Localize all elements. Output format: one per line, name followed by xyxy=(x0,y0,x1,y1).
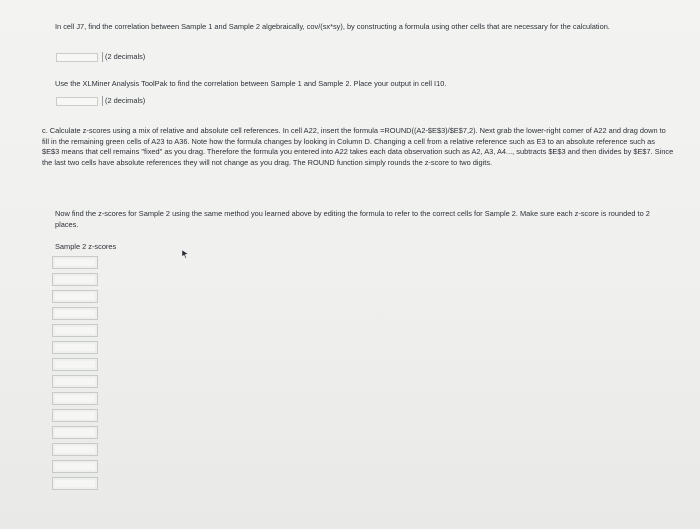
zscore-input[interactable] xyxy=(52,409,98,422)
answer-row-correlation-toolpak xyxy=(56,96,145,106)
zscore-input[interactable] xyxy=(52,273,98,286)
decimals-note: (2 decimals) xyxy=(102,96,145,106)
zscore-input[interactable] xyxy=(52,426,98,439)
sample2-zscores-label: Sample 2 z-scores xyxy=(55,242,117,251)
instruction-correlation-toolpak: Use the XLMiner Analysis ToolPak to find the correlation between Sample 1 and Sample 2. Place your output in cell I10. xyxy=(55,79,447,88)
zscore-input[interactable] xyxy=(52,392,98,405)
correlation-toolpak-input[interactable] xyxy=(56,97,98,106)
zscore-input[interactable] xyxy=(52,324,98,337)
sample2-zscore-cells xyxy=(52,256,98,490)
part-c-instructions: c. Calculate z-scores using a mix of relative and absolute cell references. In cell A22, insert the formula =ROUND((A2-$E$3)/$E$7,2). Next grab the lower-right corner of A22 and drag down to fill in the remaining green cells of A23 to A36. Note how the formula changes by looking in Column D. Changing a cell from a relative reference such as E3 to an absolute reference such as $E$3 means that cell remains "fixed" as you drag. Therefore the formula you entered into A22 takes each data observation such as A2, A3, A4..., subtracts $E$3 and then divides by $E$7. Since the last two cells have absolute references they will not change as you drag. The ROUND function simply rounds the z-score to two digits. xyxy=(42,126,674,167)
instruction-correlation-algebraic: In cell J7, find the correlation between Sample 1 and Sample 2 algebraically, cov/(sx*sy), by constructing a formula using other cells that are necessary for the calculation. xyxy=(55,22,610,31)
zscore-input[interactable] xyxy=(52,290,98,303)
zscore-input[interactable] xyxy=(52,443,98,456)
answer-row-correlation-algebraic xyxy=(56,52,145,62)
sample2-zscore-instruction: Now find the z-scores for Sample 2 using the same method you learned above by editing the formula to refer to the correct cells for Sample 2. Make sure each z-score is rounded to 2 places. xyxy=(55,209,650,229)
correlation-algebraic-input[interactable] xyxy=(56,53,98,62)
zscore-input[interactable] xyxy=(52,256,98,269)
zscore-input[interactable] xyxy=(52,375,98,388)
mouse-pointer-icon xyxy=(180,249,190,259)
zscore-input[interactable] xyxy=(52,460,98,473)
zscore-input[interactable] xyxy=(52,307,98,320)
zscore-input[interactable] xyxy=(52,341,98,354)
zscore-input[interactable] xyxy=(52,358,98,371)
zscore-input[interactable] xyxy=(52,477,98,490)
decimals-note: (2 decimals) xyxy=(102,52,145,62)
